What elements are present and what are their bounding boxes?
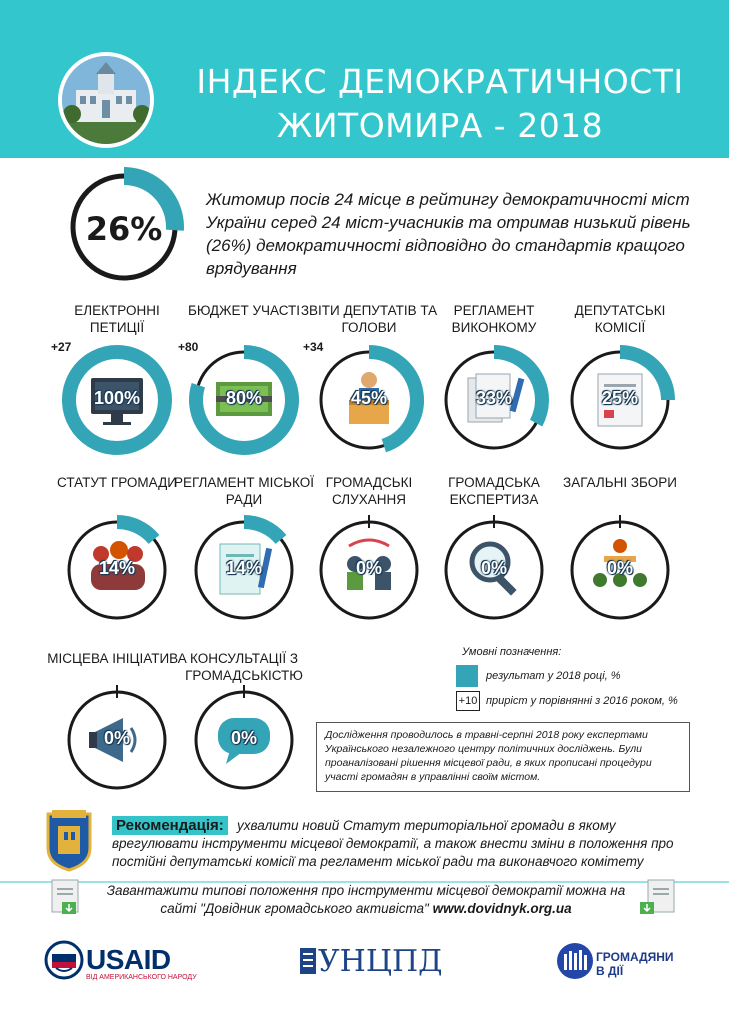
indicator-ring-arc <box>244 522 281 539</box>
city-hall-photo <box>58 52 154 148</box>
download-text <box>96 882 636 918</box>
methodology-note: Дослідження проводилось в травні-серпні 2018 року експертами Українського незалежного центру політичних досліджень. Були проаналізовані рішення місцевої ради, в яких прописані процедури участі громадян в управлінні своїм містом. <box>316 722 690 792</box>
indicator-title: ЕЛЕКТРОННІ ПЕТИЦІЇ <box>74 303 160 335</box>
indicator-growth: +34 <box>303 340 324 354</box>
coat-of-arms-icon <box>48 810 90 870</box>
usaid-tagline: ВІД АМЕРИКАНСЬКОГО НАРОДУ <box>86 974 197 981</box>
indicator-percent: 100% <box>93 388 141 408</box>
legend-growth-sample: +10 <box>456 691 480 711</box>
indicator-title: БЮДЖЕТ УЧАСТІ <box>187 303 301 318</box>
indicator-title: ЗВІТИ ДЕПУТАТІВ ТА ГОЛОВИ <box>300 303 438 335</box>
indicator-percent: 14% <box>225 558 263 578</box>
indicator-percent: 45% <box>350 388 388 408</box>
indicator-percent: 0% <box>355 558 382 578</box>
hromadiany-line-2: В ДІЇ <box>596 964 624 978</box>
download-link[interactable]: www.dovidnyk.org.ua <box>432 901 572 916</box>
ucipr-logo-text: УНЦПД <box>318 944 443 979</box>
indicator-title: РЕГЛАМЕНТ МІСЬКОЇ РАДИ <box>174 475 314 507</box>
indicator-percent: 0% <box>606 558 633 578</box>
legend-result-swatch <box>456 665 478 687</box>
indicator-percent: 0% <box>103 728 130 748</box>
indicator-growth: +80 <box>178 340 199 354</box>
indicator-growth: +27 <box>51 340 72 354</box>
indicator-title: ГРОМАДСЬКІ СЛУХАННЯ <box>325 475 413 507</box>
indicator-percent: 0% <box>480 558 507 578</box>
indicator-title: СТАТУТ ГРОМАДИ <box>57 475 177 490</box>
hromadiany-line-1: ГРОМАДЯНИ <box>596 950 674 964</box>
download-document-right-icon[interactable] <box>640 880 674 914</box>
hromadiany-logo-text <box>596 950 674 978</box>
legend-title: Умовні позначення: <box>462 646 562 658</box>
city-hall-icon <box>62 56 150 144</box>
usaid-seal-icon <box>44 940 84 980</box>
indicator-ring-arc <box>117 522 154 539</box>
usaid-logo-text: USAID <box>86 944 171 975</box>
download-text-body: Завантажити типові положення про інструменти місцевої демократії можна на сайті "Довідник громадського активіста" <box>106 883 626 916</box>
indicator-percent: 80% <box>225 388 263 408</box>
recommendation-text: ухвалити новий Статут територіальної громади в якому врегулювати інструменти місцевої демократії, а також внести зміни в положення про постійні депутатські комісії та регламент міської ради та виконавчого комітету <box>112 818 674 869</box>
download-document-left-icon[interactable] <box>52 880 78 914</box>
legend-result-text: результат у 2018 році, % <box>486 670 621 682</box>
indicator-title: ЗАГАЛЬНІ ЗБОРИ <box>563 475 677 490</box>
indicator-title: КОНСУЛЬТАЦІЇ З ГРОМАДСЬКІСТЮ <box>185 651 303 683</box>
title-line-2: ЖИТОМИРА - 2018 <box>276 106 604 145</box>
indicator-title: ДЕПУТАТСЬКІ КОМІСІЇ <box>574 303 666 335</box>
indicator-title: МІСЦЕВА ІНІЦІАТИВА <box>47 651 187 666</box>
summary-text: Житомир посів 24 місце в рейтингу демократичності міст України серед 24 міст-учасників та отримав низький рівень (26%) демократичності відповідно до стандартів кращого врядування <box>206 190 691 278</box>
recommendation-label: Рекомендація: <box>112 816 228 835</box>
indicator-percent: 33% <box>475 388 513 408</box>
indicator-percent: 0% <box>230 728 257 748</box>
indicator-title: РЕГЛАМЕНТ ВИКОНКОМУ <box>451 303 537 335</box>
ucipr-mark-icon <box>300 948 316 974</box>
title-line-1: ІНДЕКС ДЕМОКРАТИЧНОСТІ <box>196 62 684 101</box>
hromadiany-logo-icon <box>556 942 594 980</box>
indicator-percent: 14% <box>98 558 136 578</box>
legend-growth-text: приріст у порівнянні з 2016 роком, % <box>486 695 678 707</box>
page-title <box>170 60 710 148</box>
indicator-title: ГРОМАДСЬКА ЕКСПЕРТИЗА <box>448 475 540 507</box>
overall-score-value: 26% <box>85 210 163 248</box>
indicator-percent: 25% <box>601 388 639 408</box>
